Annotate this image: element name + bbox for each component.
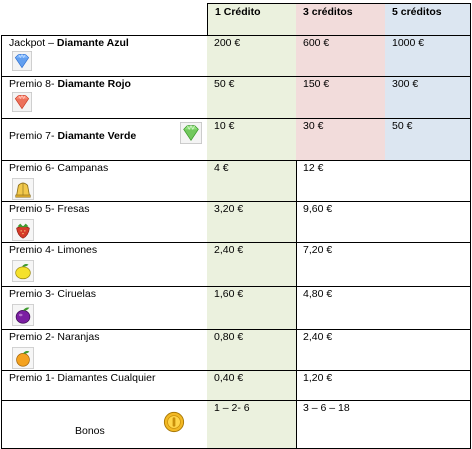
row-label xyxy=(9,78,207,90)
row-label xyxy=(9,372,207,384)
row-label-cell xyxy=(1,400,208,449)
row-label-bold: Diamante Rojo xyxy=(57,78,131,90)
header-1-credito-label: 1 Crédito xyxy=(215,6,261,18)
credit-5-value: 50 € xyxy=(392,120,413,132)
row-label-cell xyxy=(1,35,208,77)
row-label-prefix: Premio 1- Diamantes Cualquier xyxy=(9,372,156,384)
credit-1-cell xyxy=(207,400,297,449)
header-5-creditos xyxy=(385,3,471,36)
credit-1-cell xyxy=(207,118,297,161)
credit-3-cell xyxy=(296,286,471,330)
credit-5-cell xyxy=(385,76,471,119)
header-empty-cell xyxy=(1,3,208,36)
bell-icon xyxy=(12,178,34,200)
header-1-credito xyxy=(207,3,297,36)
row-label xyxy=(9,331,207,343)
credit-3-value: 3 – 6 – 18 xyxy=(303,402,350,414)
row-label-cell xyxy=(1,118,208,161)
credit-5-value: 300 € xyxy=(392,78,419,90)
row-label xyxy=(9,162,207,174)
row-label-prefix: Premio 4- Limones xyxy=(9,244,98,256)
credit-3-cell xyxy=(296,242,471,287)
row-label-cell xyxy=(1,286,208,330)
red-diamond-icon xyxy=(12,92,32,112)
row-label-prefix: Jackpot – xyxy=(9,37,57,49)
credit-3-value: 600 € xyxy=(303,37,330,49)
credit-3-cell xyxy=(296,370,471,401)
row-divider xyxy=(1,329,471,330)
header-3-creditos xyxy=(296,3,386,36)
credit-1-value: 1,60 € xyxy=(214,288,244,300)
row-divider xyxy=(1,35,471,36)
row-label xyxy=(9,203,207,215)
credit-1-cell xyxy=(207,201,297,243)
row-divider xyxy=(1,370,471,371)
lemon-icon xyxy=(12,260,34,282)
row-label-cell xyxy=(1,201,208,243)
row-label xyxy=(9,288,207,300)
row-label xyxy=(9,120,207,142)
credit-1-cell xyxy=(207,329,297,371)
credit-5-cell xyxy=(385,118,471,161)
credit-1-cell xyxy=(207,76,297,119)
credit-3-value: 7,20 € xyxy=(303,244,333,256)
credit-1-cell xyxy=(207,35,297,77)
row-label-prefix: Premio 3- Ciruelas xyxy=(9,288,96,300)
credit-3-cell xyxy=(296,35,386,77)
credit-1-value: 2,40 € xyxy=(214,244,244,256)
row-divider xyxy=(1,242,471,243)
credit-1-value: 4 € xyxy=(214,162,229,174)
credit-1-value: 0,80 € xyxy=(214,331,244,343)
row-label xyxy=(9,37,207,49)
row-divider xyxy=(1,286,471,287)
credit-1-cell xyxy=(207,242,297,287)
row-label-cell xyxy=(1,242,208,287)
green-diamond-icon xyxy=(180,122,202,144)
credit-1-cell xyxy=(207,160,297,202)
credit-1-cell xyxy=(207,370,297,401)
row-divider xyxy=(1,201,471,202)
row-label-prefix: Premio 5- Fresas xyxy=(9,203,90,215)
row-divider xyxy=(1,160,471,161)
credit-3-value: 9,60 € xyxy=(303,203,333,215)
credit-3-cell xyxy=(296,329,471,371)
row-label-prefix: Premio 2- Naranjas xyxy=(9,331,100,343)
row-divider xyxy=(1,76,471,77)
row-divider xyxy=(1,118,471,119)
row-label-prefix: Premio 7- xyxy=(9,130,58,142)
credit-1-value: 3,20 € xyxy=(214,203,244,215)
row-label-prefix: Premio 8- xyxy=(9,78,58,90)
blue-diamond-icon xyxy=(12,51,32,71)
row-label-cell xyxy=(1,370,208,401)
row-label-bold: Diamante Azul xyxy=(56,37,129,49)
credit-3-cell xyxy=(296,201,471,243)
credit-3-value: 150 € xyxy=(303,78,330,90)
credit-3-cell xyxy=(296,118,386,161)
gold-coin-icon xyxy=(163,411,185,433)
credit-1-value: 50 € xyxy=(214,78,235,90)
credit-5-cell xyxy=(385,35,471,77)
credit-5-value: 1000 € xyxy=(392,37,425,49)
credit-1-value: 200 € xyxy=(214,37,241,49)
header-3-creditos-label: 3 créditos xyxy=(303,6,353,18)
row-divider xyxy=(1,400,471,401)
credit-1-value: 10 € xyxy=(214,120,235,132)
row-label-bold: Diamante Verde xyxy=(57,130,137,142)
credit-1-cell xyxy=(207,286,297,330)
row-label-cell xyxy=(1,160,208,202)
strawberry-icon xyxy=(12,219,34,241)
credit-3-value: 4,80 € xyxy=(303,288,333,300)
row-label xyxy=(9,244,207,256)
credit-3-value: 12 € xyxy=(303,162,324,174)
credit-3-cell xyxy=(296,400,471,449)
row-label-prefix: Bonos xyxy=(75,425,105,437)
credit-3-cell xyxy=(296,160,471,202)
credit-3-cell xyxy=(296,76,386,119)
row-label-cell xyxy=(1,76,208,119)
row-label-cell xyxy=(1,329,208,371)
credit-3-value: 30 € xyxy=(303,120,324,132)
credit-1-value: 0,40 € xyxy=(214,372,244,384)
credit-1-value: 1 – 2- 6 xyxy=(214,402,250,414)
header-5-creditos-label: 5 créditos xyxy=(392,6,442,18)
row-label-prefix: Premio 6- Campanas xyxy=(9,162,109,174)
plum-icon xyxy=(12,304,34,326)
credit-3-value: 1,20 € xyxy=(303,372,333,384)
orange-icon xyxy=(12,347,34,369)
credit-3-value: 2,40 € xyxy=(303,331,333,343)
